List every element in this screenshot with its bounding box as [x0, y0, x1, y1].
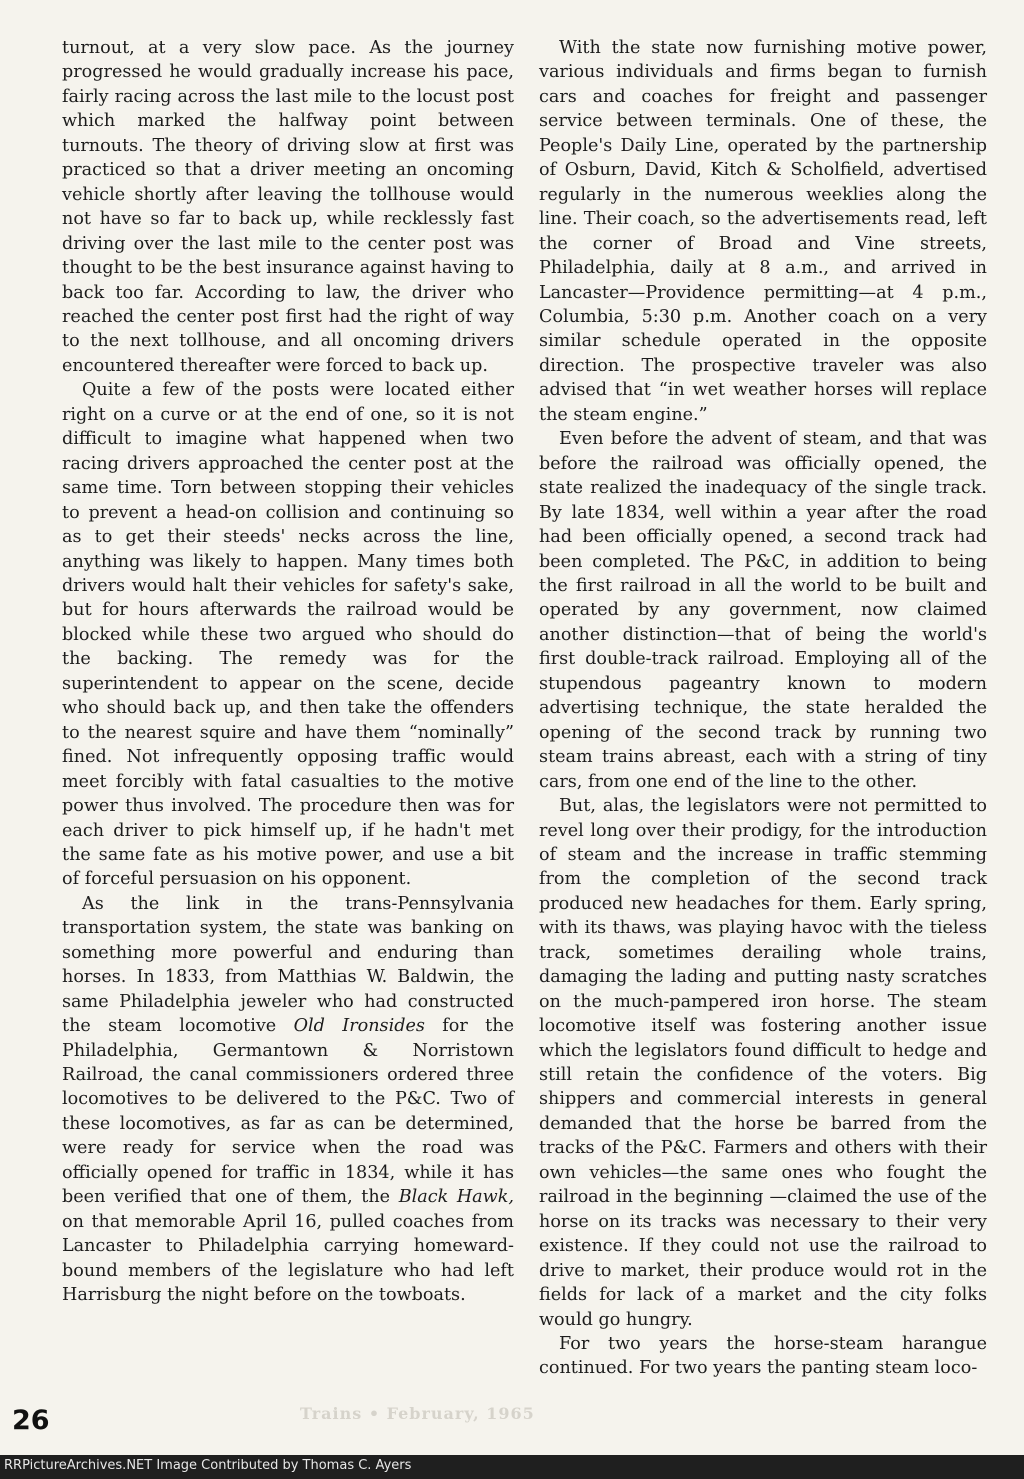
image-credit-bar — [0, 1455, 1024, 1479]
paragraph-text: for the Philadelphia, Germantown & Norristown Railroad, the canal commissioners ordered three locomotives to be delivered to the P&C. Two of these locomotives, as far as can be determined, were ready for service when the road was officially opened for traffic in 1834, while it has been verified that one of them, the — [62, 1016, 514, 1208]
paragraph: turnout, at a very slow pace. As the journey progressed he would gradually increase his pace, fairly racing across the last mile to the locust post which marked the halfway point between turnouts. The theory of driving slow at first was practiced so that a driver meeting an oncoming vehicle shortly after leaving the tollhouse would not have so far to back up, while recklessly fast driving over the last mile to the center post was thought to be the best insurance against having to back too far. According to law, the driver who reached the center post first had the right of way to the next tollhouse, and all oncoming drivers encountered thereafter were forced to back up. — [62, 38, 514, 376]
paragraph: Even before the advent of steam, and that was before the railroad was officially opened, the state realized the inadequacy of the single track. By late 1834, well within a year after the road had been officially opened, a second track had been completed. The P&C, in addition to being the first railroad in all the world to be built and operated by any government, now claimed another distinction—that of being the world's first double-track railroad. Employing all of the stupendous pageantry known to modern advertising technique, the state heralded the opening of the second track by running two steam trains abreast, each with a string of tiny cars, from one end of the line to the other. — [539, 429, 987, 792]
paragraph-text: on that memorable April 16, pulled coaches from Lancaster to Philadelphia carrying homeward-bound members of the legislature who had left Harrisburg the night before on the towboats. — [62, 1211, 514, 1306]
italic-title-old-ironsides: Old Ironsides — [293, 1016, 425, 1037]
paragraph-text: As the link in the trans-Pennsylvania transportation system, the state was banking on something more powerful and enduring than horses. In 1833, from Matthias W. Baldwin, the same Philadelphia jeweler who had constructed the steam locomotive — [62, 893, 514, 1037]
page-number: 26 — [12, 1405, 50, 1436]
paragraph-locomotives — [62, 892, 514, 1308]
show-through-text: Trains • February, 1965 — [300, 1404, 535, 1423]
paragraph: With the state now furnishing motive power, various individuals and firms began to furnish cars and coaches for freight and passenger service between terminals. One of these, the People's Daily Line, operated by the partnership of Osburn, David, Kitch & Scholfield, advertised regularly in the numerous weeklies along the line. Their coach, so the advertisements read, left the corner of Broad and Vine streets, Philadelphia, daily at 8 a.m., and arrived in Lancaster—Providence permitting—at 4 p.m., Columbia, 5:30 p.m. Another coach on a very similar schedule operated in the opposite direction. The prospective traveler was also advised that “in wet weather horses will replace the steam engine.” — [539, 38, 987, 425]
italic-title-black-hawk: Black Hawk, — [398, 1187, 514, 1208]
image-credit-text: RRPictureArchives.NET Image Contributed by Thomas C. Ayers — [4, 1458, 412, 1473]
left-text-column — [62, 36, 514, 1308]
right-text-column — [539, 36, 987, 1381]
paragraph: For two years the horse-steam harangue continued. For two years the panting steam loco- — [539, 1334, 987, 1379]
paragraph: Quite a few of the posts were located either right on a curve or at the end of one, so it is not difficult to imagine what happened when two racing drivers approached the center post at the same time. Torn between stopping their vehicles to prevent a head-on collision and continuing so as to get their steeds' necks across the line, anything was likely to happen. Many times both drivers would halt their vehicles for safety's sake, but for hours afterwards the railroad would be blocked while these two argued who should do the backing. The remedy was for the superintendent to appear on the scene, decide who should back up, and then take the offenders to the nearest squire and have them “nominally” fined. Not infrequently opposing traffic would meet forcibly with fatal casualties to the motive power thus involved. The procedure then was for each driver to pick himself up, if he hadn't met the same fate as his motive power, and use a bit of forceful persuasion on his opponent. — [62, 380, 514, 890]
paragraph: But, alas, the legislators were not permitted to revel long over their prodigy, for the introduction of steam and the increase in traffic stemming from the completion of the second track produced new headaches for them. Early spring, with its thaws, was playing havoc with the tieless track, sometimes derailing whole trains, damaging the lading and putting nasty scratches on the much-pampered iron horse. The steam locomotive itself was fostering another issue which the legislators found difficult to hedge and still retain the confidence of the voters. Big shippers and commercial interests in general demanded that the horse be barred from the tracks of the P&C. Farmers and others with their own vehicles—the same ones who fought the railroad in the beginning —claimed the use of the horse on its tracks was necessary to their very existence. If they could not use the railroad to drive to market, their produce would rot in the fields for lack of a market and the city folks would go hungry. — [539, 796, 987, 1330]
